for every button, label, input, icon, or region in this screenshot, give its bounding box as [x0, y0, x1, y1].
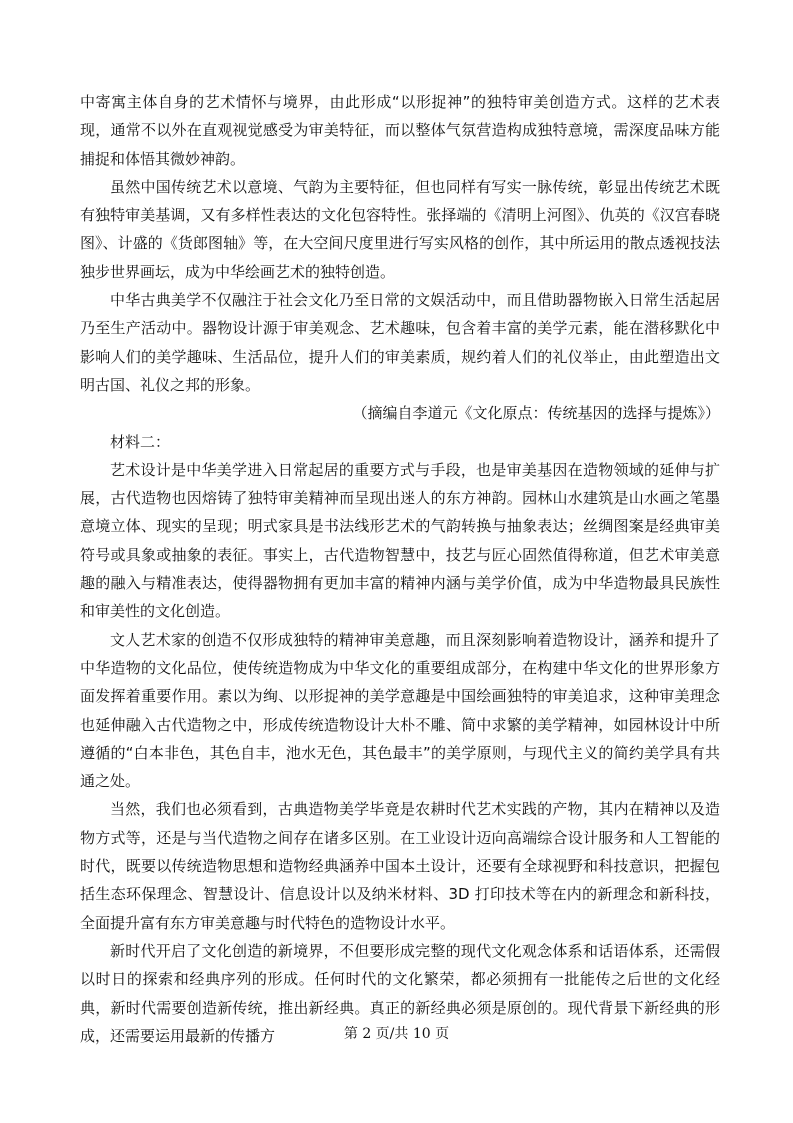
source-citation: （摘编自李道元《文化原点：传统基因的选择与提炼》） [352, 404, 720, 423]
paragraph-modern-design: 当然，我们也必须看到，古典造物美学毕竟是农耕时代艺术实践的产物，其内在精神以及造物方式等，还是与当代造物之间存在诸多区别。在工业设计迈向高端综合设计服务和人工智能的时代，既要以传统造物思想和造物经典涵养中国本土设计，还要有全球视野和科技意识，把握包括生态环保理念、智慧设计、信息设计以及纳米材料、3D 打印技术等在内的新理念和新科技，全面提升富有东方审美意趣与时代特色的造物设计水平。 [80, 800, 720, 932]
paragraph-new-era: 新时代开启了文化创造的新境界，不但要形成完整的现代文化观念体系和话语体系，还需假以时日的探索和经典序列的形成。任何时代的文化繁荣，都必须拥有一批能传之后世的文化经典，新时代需要创造新传统，推出新经典。真正的新经典必须是原创的。现代背景下新经典的形成，还需要运用最新的传播方 [80, 941, 720, 1045]
document-body [80, 88, 720, 1050]
page-number: 第 2 页/共 10 页 [343, 1026, 450, 1042]
material-two-heading: 材料二： [110, 432, 171, 451]
paragraph-continued: 中寄寓主体自身的艺术情怀与境界，由此形成“以形捉神”的独特审美创造方式。这样的艺术表现，通常不以外在直观视觉感受为审美特征，而以整体气氛营造构成独特意境，需深度品味方能捕捉和体悟其微妙神韵。 [80, 93, 720, 168]
paragraph-art-design: 艺术设计是中华美学进入日常起居的重要方式与手段，也是审美基因在造物领域的延伸与扩展，古代造物也因熔铸了独特审美精神而呈现出迷人的东方神韵。园林山水建筑是山水画之笔墨意境立体、现实的呈现；明式家具是书法线形艺术的气韵转换与抽象表达；丝绸图案是经典审美符号或具象或抽象的表征。事实上，古代造物智慧中，技艺与匠心固然值得称道，但艺术审美意趣的融入与精准表达，使得器物拥有更加丰富的精神内涵与美学价值，成为中华造物最具民族性和审美性的文化创造。 [80, 460, 720, 621]
paragraph-classical-aesthetics: 中华古典美学不仅融注于社会文化乃至日常的文娱活动中，而且借助器物嵌入日常生活起居乃至生产活动中。器物设计源于审美观念、艺术趣味，包含着丰富的美学元素，能在潜移默化中影响人们的美学趣味、生活品位，提升人们的审美素质，规约着人们的礼仪举止，由此塑造出文明古国、礼仪之邦的形象。 [80, 291, 720, 394]
paragraph-realism-tradition: 虽然中国传统艺术以意境、气韵为主要特征，但也同样有写实一脉传统，彰显出传统艺术既有独特审美基调，又有多样性表达的文化包容特性。张择端的《清明上河图》、仇英的《汉宫春晓图》、计盛的《货郎图轴》等，在大空间尺度里进行写实风格的创作，其中所运用的散点透视技法独步世界画坛，成为中华绘画艺术的独特创造。 [80, 177, 720, 281]
paragraph-literati-artists: 文人艺术家的创造不仅形成独特的精神审美意趣，而且深刻影响着造物设计，涵养和提升了中华造物的文化品位，使传统造物成为中华文化的重要组成部分，在构建中华文化的世界形象方面发挥着重要作用。素以为绚、以形捉神的美学意趣是中国绘画独特的审美追求，这种审美理念也延伸融入古代造物之中，形成传统造物设计大朴不雕、简中求繁的美学精神，如园林设计中所遵循的“白本非色，其色自丰，池水无色，其色最丰”的美学原则，与现代主义的简约美学具有共通之处。 [80, 630, 720, 791]
